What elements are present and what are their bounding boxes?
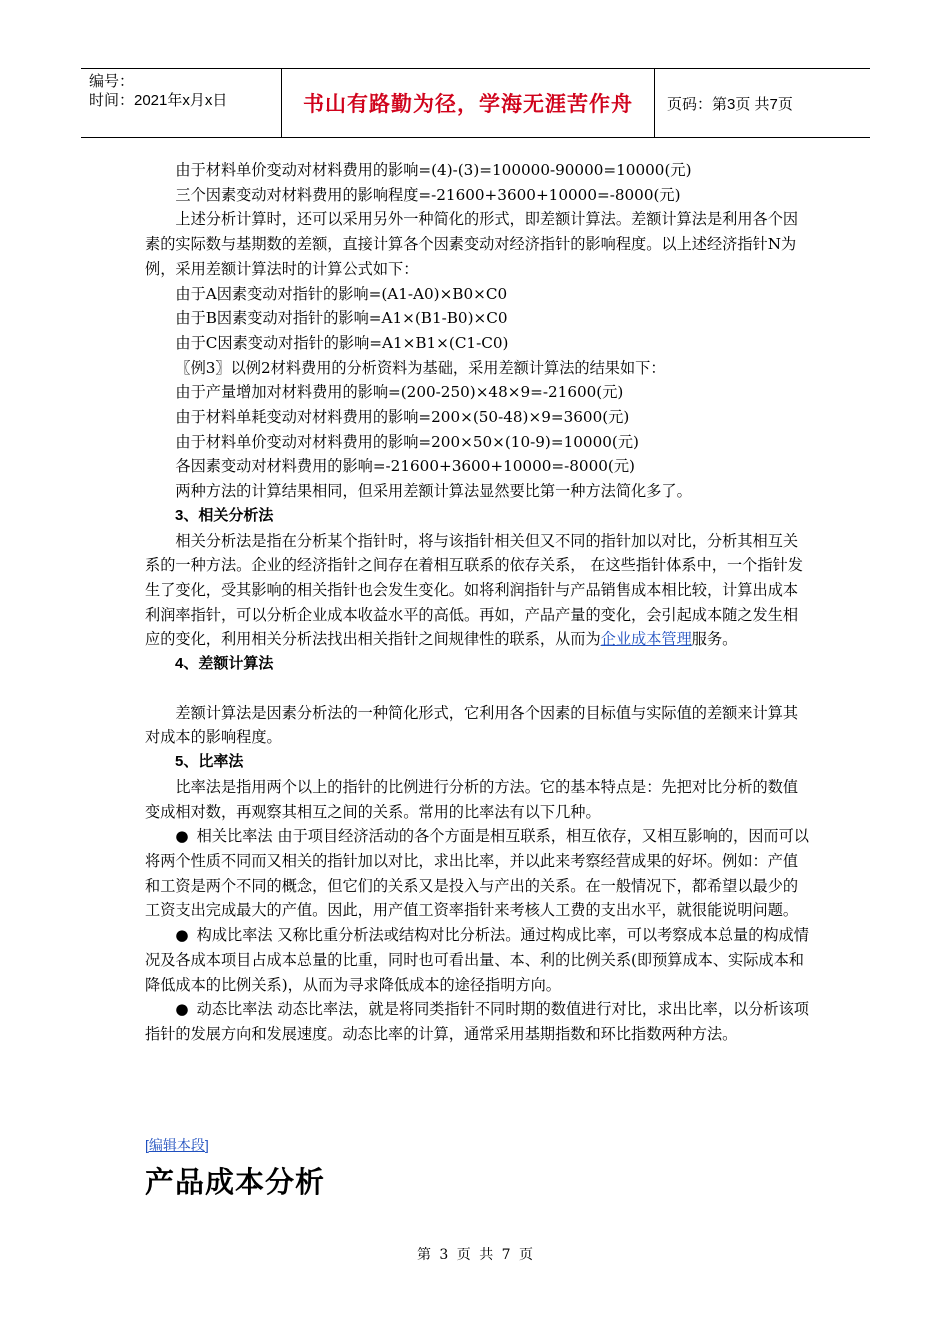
bullet-related-ratio-text: 相关比率法 由于项目经济活动的各个方面是相互联系，相互依存，又相互影响的，因而可以将两个性质不同而又相关的指针加以对比，求出比率，并以此来考察经营成果的好坏。例如：产值和工资是两个不同的概念，但它们的关系又是投入与产出的关系。在一般情况下，都希望以最少的工资支出完成最大的产值。因此，用产值工资率指针来考核人工费的支出水平，就很能说明问题。 <box>145 827 809 920</box>
cost-management-link[interactable]: 企业成本管理 <box>600 630 692 649</box>
result-line-4: 各因素变动对材料费用的影响=-21600+3600+10000=-8000(元) <box>175 457 635 476</box>
header-meta <box>81 69 281 137</box>
result-line-3: 由于材料单价变动对材料费用的影响=200×50×(10-9)=10000(元) <box>175 432 639 451</box>
conclusion: 两种方法的计算结果相同，但采用差额计算法显然要比第一种方法简化多了。 <box>175 482 692 501</box>
paragraph-difference: 差额计算法是因素分析法的一种简化形式，它利用各个因素的目标值与实际值的差额来计算其对成本的影响程度。 <box>145 703 799 747</box>
section-title: 产品成本分析 <box>145 1167 326 1199</box>
bullet-icon: ● <box>175 827 189 846</box>
result-line-1: 由于产量增加对材料费用的影响=(200-250)×48×9=-21600(元) <box>175 383 624 402</box>
bullet-related-ratio <box>145 824 810 923</box>
calc-line-1: 由于材料单价变动对材料费用的影响=(4)-(3)=100000-90000=10000(元) <box>175 161 692 179</box>
bullet-composition-ratio-text: 构成比率法 又称比重分析法或结构对比分析法。通过构成比率，可以考察成本总量的构成情况及各成本项目占成本总量的比重，同时也可看出量、本、利的比例关系(即预算成本、实际成本和降低成本的比例关系)，从而为寻求降低成本的途径指明方向。 <box>145 926 809 994</box>
paragraph-correlation-text: 相关分析法是指在分析某个指针时，将与该指针相关但又不同的指针加以对比，分析其相互关系的一种方法。企业的经济指针之间存在着相互联系的依存关系， 在这些指针体系中，一个指针发生了变化，受其影响的相关指针也会发生变化。如将利润指针与产品销售成本相比较，计算出成本利润率指针，可以分析企业成本收益水平的高低。再如，产品产量的变化，会引起成本随之发生相应的变化，利用相关分析法找出相关指针之间规律性的联系，从而为 <box>145 531 803 649</box>
number-label: 编号： <box>89 73 135 90</box>
paragraph-correlation-tail: 服务。 <box>691 630 738 649</box>
page-footer: 第 3 页 共 7 页 <box>416 1247 534 1263</box>
example-3: 〖例3〗以例2材料费用的分析资料为基础，采用差额计算法的结果如下： <box>175 358 666 377</box>
bullet-icon: ● <box>175 926 189 945</box>
heading-5: 5、比率法 <box>175 753 244 771</box>
document-header <box>81 68 870 138</box>
heading-3: 3、相关分析法 <box>175 506 274 524</box>
bullet-dynamic-ratio <box>145 997 810 1046</box>
blank-gap <box>145 677 810 701</box>
calc-line-2: 三个因素变动对材料费用的影响程度=-21600+3600+10000=-8000(元) <box>175 185 681 204</box>
formula-c: 由于C因素变动对指针的影响=A1×B1×(C1-C0) <box>175 333 509 352</box>
bullet-dynamic-ratio-text: 动态比率法 动态比率法，就是将同类指针不同时期的数值进行对比，求出比率，以分析该项指针的发展方向和发展速度。动态比率的计算，通常采用基期指数和环比指数两种方法。 <box>145 1000 809 1043</box>
header-motto: 书山有路勤为径，学海无涯苦作舟 <box>281 69 655 137</box>
formula-b: 由于B因素变动对指针的影响=A1×(B1-B0)×C0 <box>175 309 508 328</box>
header-page-info: 页码：第3页 共7页 <box>667 95 793 113</box>
formula-a: 由于A因素变动对指针的影响=(A1-A0)×B0×C0 <box>175 284 508 303</box>
heading-4: 4、差额计算法 <box>175 655 274 673</box>
time-label: 时间：2021年x月x日 <box>89 92 228 109</box>
paragraph-difference-method: 上述分析计算时，还可以采用另外一种简化的形式，即差额计算法。差额计算法是利用各个因素的实际数与基期数的差额，直接计算各个因素变动对经济指针的影响程度。以上述经济指针N为例，采用差额计算法时的计算公式如下： <box>145 210 799 278</box>
bullet-icon: ● <box>175 1000 189 1019</box>
bullet-composition-ratio <box>145 923 810 997</box>
paragraph-correlation <box>145 529 810 653</box>
paragraph-ratio: 比率法是指用两个以上的指针的比例进行分析的方法。它的基本特点是：先把对比分析的数值变成相对数，再观察其相互之间的关系。常用的比率法有以下几种。 <box>145 777 799 821</box>
edit-section-link[interactable]: [编辑本段] <box>145 1137 209 1153</box>
result-line-2: 由于材料单耗变动对材料费用的影响=200×(50-48)×9=3600(元) <box>175 408 630 427</box>
document-body <box>145 158 810 1047</box>
